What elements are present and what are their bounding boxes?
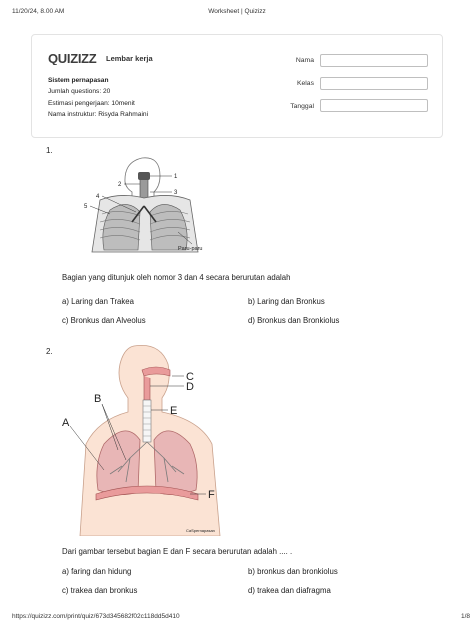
label-5: 5 (84, 204, 88, 210)
option-text: faring dan hidung (71, 567, 132, 576)
label-1: 1 (174, 174, 178, 180)
name-label: Nama (295, 57, 314, 64)
question-1-number: 1. (46, 146, 53, 155)
question-1-option-a[interactable] (62, 297, 134, 306)
question-2-number: 2. (46, 347, 53, 356)
print-datetime: 11/20/24, 8.00 AM (12, 8, 65, 15)
label-b: B (94, 393, 102, 405)
option-letter: b) (248, 567, 255, 576)
logo-text: QUIZIZZ (48, 51, 97, 65)
option-letter: c) (62, 586, 69, 595)
time-estimate: Estimasi pengerjaan: 10menit (48, 99, 135, 107)
question-2-option-d[interactable] (248, 586, 331, 595)
question-2-option-a[interactable] (62, 567, 131, 576)
option-letter: a) (62, 567, 69, 576)
option-text: Laring dan Trakea (71, 297, 134, 306)
question-2-figure (60, 340, 230, 536)
print-footer (0, 613, 474, 625)
figure-credit: CaSpernapasan (186, 528, 215, 533)
question-count: Jumlah questions: 20 (48, 88, 111, 96)
option-text: bronkus dan bronkiolus (257, 567, 338, 576)
question-1-option-c[interactable] (62, 316, 146, 325)
label-paru-paru: Paru-paru (178, 246, 203, 252)
instructor-name: Nama instruktur: Risyda Rahmaini (48, 110, 149, 118)
question-2-option-c[interactable] (62, 586, 137, 595)
question-1-figure (80, 152, 220, 256)
worksheet-label: Lembar kerja (106, 53, 153, 63)
print-url[interactable]: https://quizizz.com/print/quiz/673d345682f02c118dd5d410 (12, 613, 180, 620)
question-2-option-b[interactable] (248, 567, 338, 576)
class-label: Kelas (296, 80, 314, 87)
quizizz-logo-icon (48, 51, 102, 65)
option-letter: d) (248, 316, 255, 325)
worksheet-header-card (31, 34, 443, 138)
question-1-text: Bagian yang ditunjuk oleh nomor 3 dan 4 secara berurutan adalah (62, 273, 291, 282)
label-2: 2 (118, 182, 122, 188)
option-letter: c) (62, 316, 69, 325)
option-text: trakea dan diafragma (257, 586, 331, 595)
label-e: E (170, 405, 178, 417)
label-d: D (186, 381, 194, 393)
name-field[interactable] (320, 54, 428, 67)
class-field[interactable] (320, 77, 428, 90)
date-label: Tanggal (290, 103, 314, 110)
question-1-option-d[interactable] (248, 316, 339, 325)
print-title: Worksheet | Quizizz (208, 8, 266, 15)
worksheet-meta (48, 75, 148, 120)
print-header (0, 8, 474, 20)
option-letter: b) (248, 297, 255, 306)
option-text: Bronkus dan Alveolus (70, 316, 146, 325)
option-text: Laring dan Bronkus (257, 297, 325, 306)
label-3: 3 (174, 190, 178, 196)
label-c: C (186, 371, 194, 383)
option-text: Bronkus dan Bronkiolus (257, 316, 340, 325)
question-1-option-b[interactable] (248, 297, 325, 306)
page-number: 1/8 (460, 613, 470, 620)
question-2-text: Dari gambar tersebut bagian E dan F secara berurutan adalah .... . (62, 547, 293, 556)
quizizz-logo (48, 49, 153, 67)
label-f: F (208, 489, 215, 501)
worksheet-subject: Sistem pernapasan (48, 77, 109, 84)
option-letter: a) (62, 297, 69, 306)
option-letter: d) (248, 586, 255, 595)
label-4: 4 (96, 194, 100, 200)
date-field[interactable] (320, 99, 428, 112)
label-a: A (62, 417, 70, 429)
option-text: trakea dan bronkus (70, 586, 138, 595)
